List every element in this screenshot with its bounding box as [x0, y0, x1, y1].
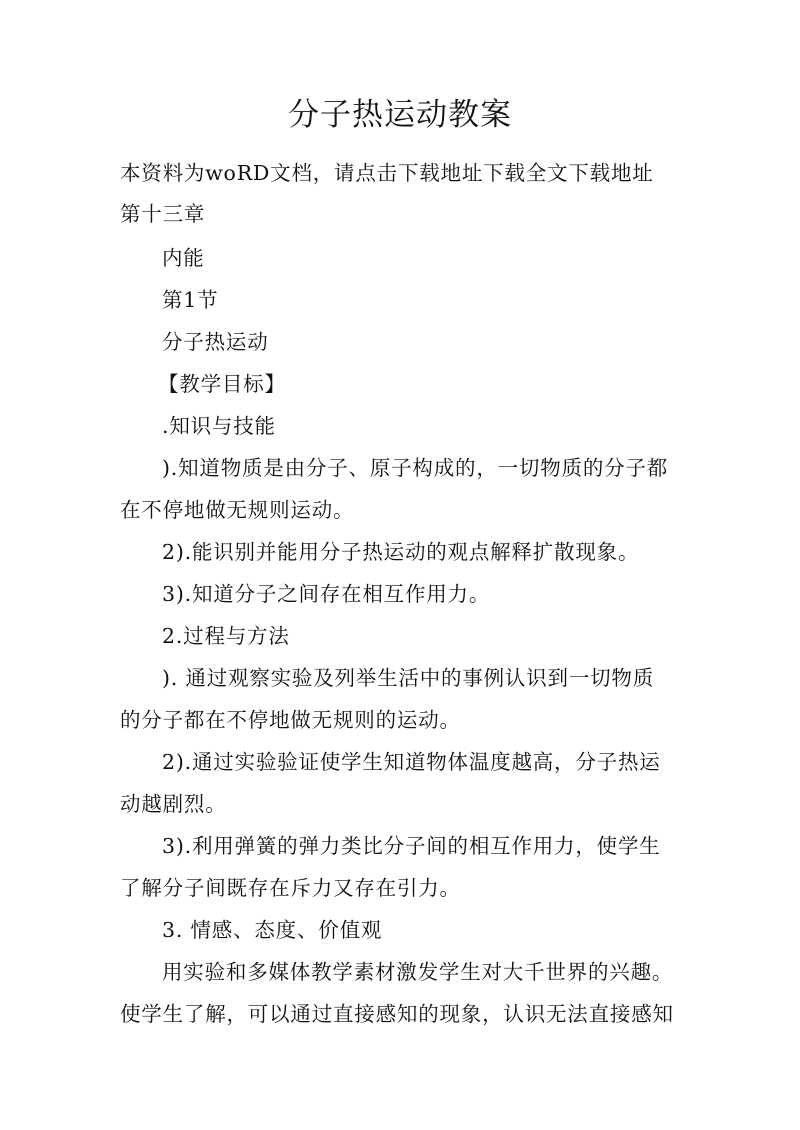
section-line: 第1节 — [162, 288, 219, 312]
chapter-name-line: 内能 — [162, 246, 205, 270]
paragraph-line: 了解分子间既存在斥力又存在引力。 — [120, 876, 461, 900]
paragraph-line: 3).知道分子之间存在相互作用力。 — [162, 582, 491, 606]
paragraph-line: 动越剧烈。 — [120, 792, 227, 816]
goals-heading: 【教学目标】 — [158, 372, 286, 396]
paragraph-line: 3).利用弹簧的弹力类比分子间的相互作用力，使学生 — [162, 834, 661, 858]
paragraph-line: 2).能识别并能用分子热运动的观点解释扩散现象。 — [162, 540, 640, 564]
paragraph-line: 使学生了解，可以通过直接感知的现象，认识无法直接感知 — [120, 1002, 674, 1026]
document-title: 分子热运动教案 — [288, 97, 512, 133]
paragraph-line: 的分子都在不停地做无规则的运动。 — [120, 708, 461, 732]
paragraph-line: ).知道物质是由分子、原子构成的，一切物质的分子都 — [162, 456, 669, 480]
paragraph-line: 2).通过实验验证使学生知道物体温度越高，分子热运 — [162, 750, 661, 774]
chapter-line: 第十三章 — [120, 202, 206, 226]
section-name-line: 分子热运动 — [162, 330, 269, 354]
paragraph-line: ). 通过观察实验及列举生活中的事例认识到一切物质 — [162, 666, 655, 690]
subheading-knowledge: .知识与技能 — [162, 414, 276, 438]
subheading-process: 2.过程与方法 — [162, 624, 290, 648]
paragraph-line: 用实验和多媒体教学素材激发学生对大千世界的兴趣。 — [162, 960, 674, 984]
intro-line: 本资料为woRD文档，请点击下载地址下载全文下载地址 — [120, 161, 654, 185]
subheading-values: 3. 情感、态度、价值观 — [162, 918, 383, 942]
paragraph-line: 在不停地做无规则运动。 — [120, 498, 355, 522]
